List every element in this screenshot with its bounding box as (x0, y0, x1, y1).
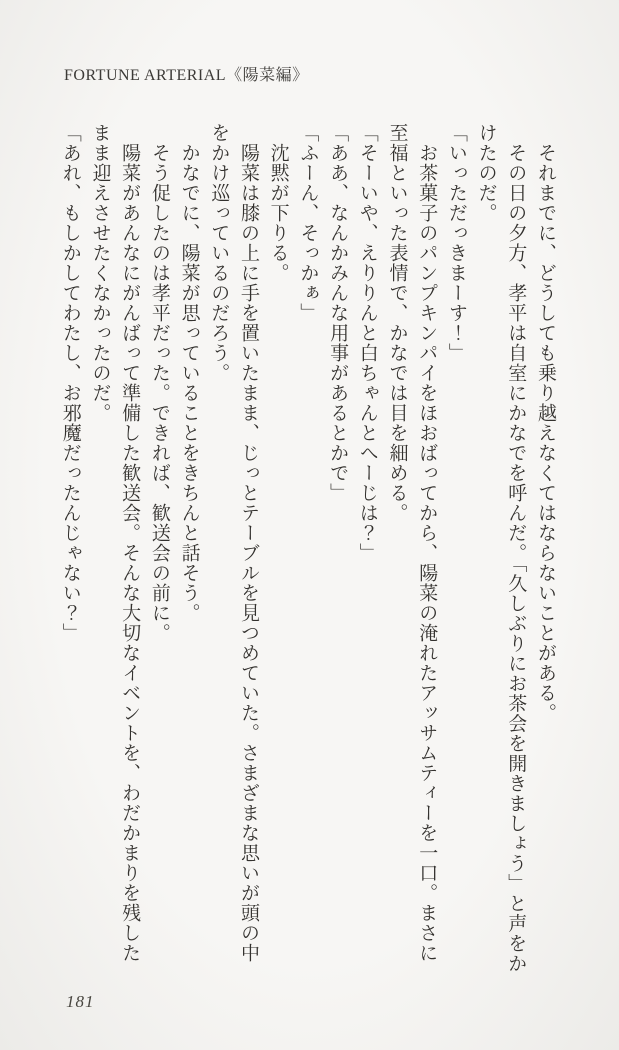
text-column: 「いっただっきまーす！」 (445, 123, 467, 363)
text-column: 「ああ、なんかみんな用事があるとかで」 (327, 123, 349, 503)
text-column: まま迎えさせたくなかったのだ。 (89, 123, 111, 423)
text-column: 「ふーん、そっかぁ」 (297, 123, 319, 323)
text-column: をかけ巡っているのだろう。 (208, 123, 230, 383)
text-column: お茶菓子のパンプキンパイをほおばってから、陽菜の淹れたアッサムティーを一口。まさに (416, 143, 438, 963)
text-column: 至福といった表情で、かなでは目を細める。 (386, 123, 408, 523)
text-column: けたのだ。 (475, 123, 497, 223)
text-column: 「あれ、もしかしてわたし、お邪魔だったんじゃない？」 (59, 123, 81, 643)
vertical-text-block (54, 123, 560, 1001)
text-column: 「そーいや、えりりんと白ちゃんとへーじは？」 (356, 123, 378, 563)
text-column: それまでに、どうしても乗り越えなくてはならないことがある。 (535, 143, 556, 723)
text-column: かなでに、陽菜が思っていることをきちんと話そう。 (178, 143, 200, 623)
text-column: その日の夕方、孝平は自室にかなでを呼んだ。「久しぶりにお茶会を開きましょう」と声をか (505, 143, 527, 974)
page-number: 181 (66, 992, 95, 1011)
text-column: 陽菜は膝の上に手を置いたまま、じっとテーブルを見つめていた。さまざまな思いが頭の中 (237, 143, 259, 963)
text-column: そう促したのは孝平だった。できれば、歓送会の前に。 (148, 143, 170, 643)
running-header: FORTUNE ARTERIAL《陽菜編》 (64, 67, 309, 84)
text-column: 陽菜があんなにがんばって準備した歓送会。そんな大切なイベントを、わだかまりを残した (119, 143, 141, 963)
text-column: 沈黙が下りる。 (267, 143, 289, 283)
